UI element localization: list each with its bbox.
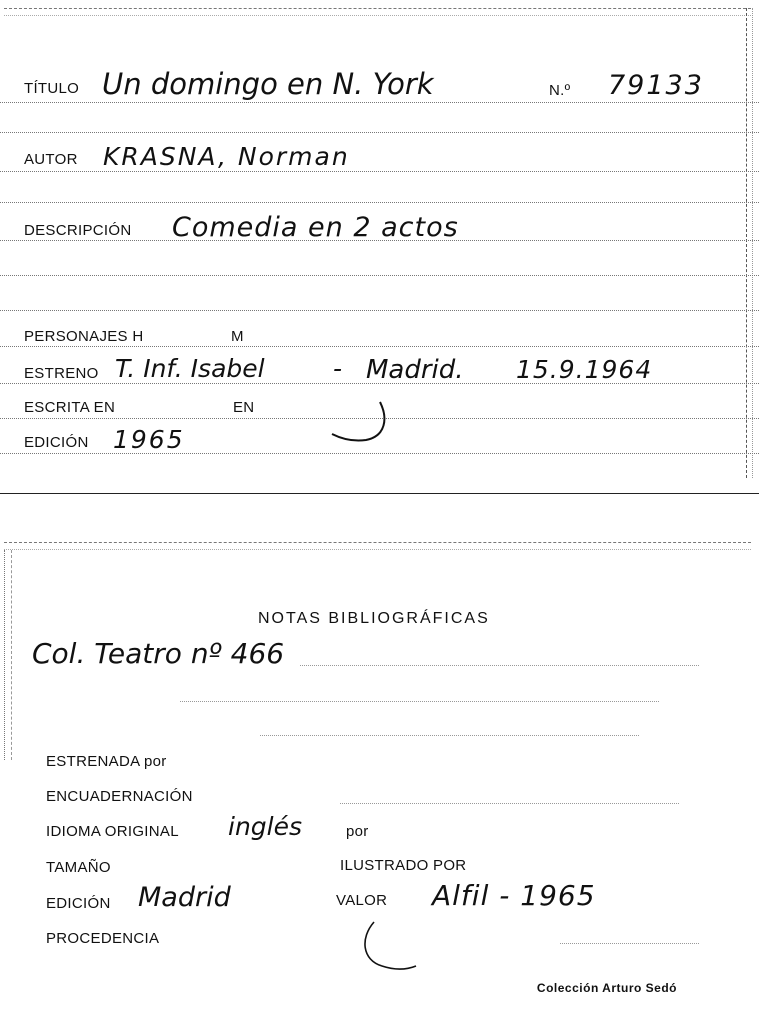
notas-heading: NOTAS BIBLIOGRÁFICAS — [258, 610, 490, 627]
dotted-line — [560, 942, 699, 944]
ditto-flourish-icon — [328, 398, 398, 448]
titulo-value: Un domingo en N. York — [102, 67, 434, 101]
card-torn-edge-top — [4, 8, 751, 16]
dotted-line — [180, 700, 659, 702]
catalog-card-back — [0, 540, 759, 1028]
estreno-fecha-value: 15.9.1964 — [516, 355, 653, 384]
idioma-por-label: por — [346, 823, 369, 840]
dotted-line — [260, 734, 639, 736]
nota-value: Col. Teatro nº 466 — [32, 637, 285, 670]
ruled-line — [0, 345, 759, 347]
ruled-line — [0, 309, 759, 311]
valor-value: Alfil - 1965 — [432, 879, 596, 912]
edicion-back-label: EDICIÓN — [46, 895, 111, 912]
tamano-label: TAMAÑO — [46, 859, 111, 876]
card-torn-edge-top — [4, 542, 751, 550]
estreno-ciudad-value: Madrid. — [366, 355, 464, 385]
encuadernacion-label: ENCUADERNACIÓN — [46, 788, 193, 805]
ruled-line — [0, 101, 759, 103]
personajes-m-label: M — [231, 328, 244, 345]
procedencia-label: PROCEDENCIA — [46, 930, 160, 947]
autor-value: KRASNA, Norman — [103, 142, 350, 171]
idioma-original-value: inglés — [228, 812, 303, 841]
descripcion-label: DESCRIPCIÓN — [24, 222, 132, 239]
estrenada-por-label: ESTRENADA por — [46, 753, 167, 770]
card-torn-edge-right — [746, 8, 753, 478]
autor-label: AUTOR — [24, 151, 78, 168]
titulo-label: TÍTULO — [24, 80, 80, 97]
dotted-line — [340, 802, 679, 804]
valor-label: VALOR — [336, 892, 388, 909]
ruled-line — [0, 201, 759, 203]
escrita-en-lugar-label: EN — [233, 399, 255, 416]
ilustrado-por-label: ILUSTRADO POR — [340, 857, 467, 874]
edicion-back-value: Madrid — [138, 882, 231, 913]
ditto-flourish-icon — [358, 918, 428, 978]
numero-value: 79133 — [608, 70, 704, 101]
edicion-label: EDICIÓN — [24, 434, 89, 451]
dotted-line — [300, 664, 699, 666]
estreno-label: ESTRENO — [24, 365, 99, 382]
escrita-en-label: ESCRITA EN — [24, 399, 116, 416]
ruled-line — [0, 131, 759, 133]
coleccion-credit: Colección Arturo Sedó — [536, 981, 677, 995]
catalog-card-front — [0, 0, 759, 494]
numero-label: N.º — [549, 82, 571, 99]
ruled-line — [0, 274, 759, 276]
personajes-h-label: PERSONAJES H — [24, 328, 144, 345]
idioma-original-label: IDIOMA ORIGINAL — [46, 823, 179, 840]
estreno-dash: - — [333, 354, 343, 383]
descripcion-value: Comedia en 2 actos — [172, 212, 459, 243]
edicion-value: 1965 — [113, 425, 185, 454]
estreno-lugar-value: T. Inf. Isabel — [115, 354, 265, 383]
card-torn-edge-left — [4, 550, 12, 760]
